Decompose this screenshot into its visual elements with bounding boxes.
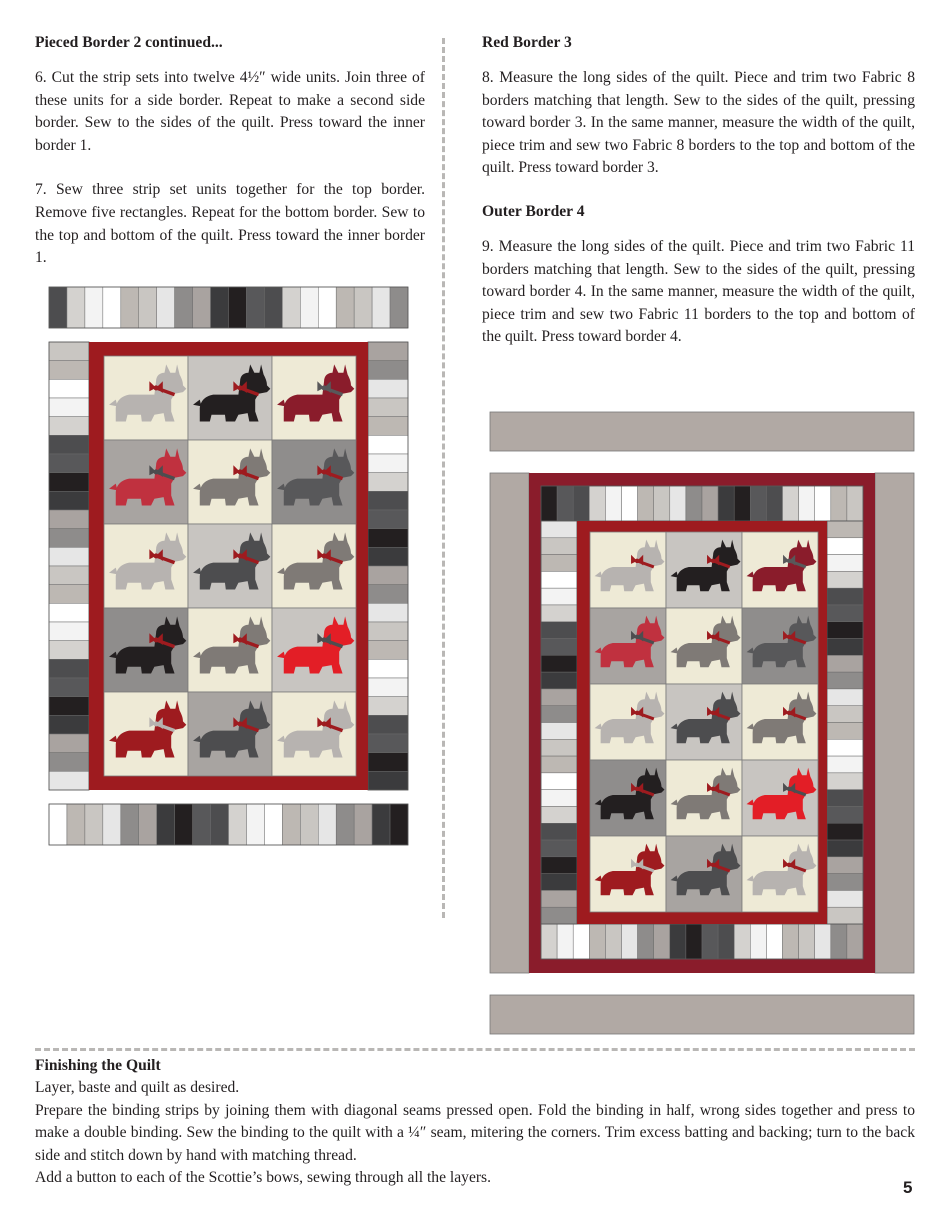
right-quilt-diagram — [490, 412, 916, 1036]
strip-piece — [750, 924, 766, 959]
strip-piece — [85, 804, 103, 845]
bow-knot — [154, 721, 159, 726]
strip-piece — [541, 706, 577, 723]
outer-border-left — [490, 473, 529, 973]
strip-piece — [368, 585, 408, 604]
strip-piece — [557, 924, 573, 959]
strip-piece — [827, 538, 863, 555]
bow-knot — [322, 385, 327, 390]
scottie-block — [742, 684, 818, 760]
strip-piece — [702, 486, 718, 521]
strip-piece — [139, 804, 157, 845]
bow-knot — [711, 787, 716, 792]
strip-piece — [827, 555, 863, 572]
strip-piece — [368, 491, 408, 510]
bow-knot — [787, 711, 792, 716]
strip-piece — [318, 804, 336, 845]
strip-piece — [49, 473, 89, 492]
strip-piece — [368, 547, 408, 566]
strip-piece — [541, 857, 577, 874]
strip-piece — [372, 804, 390, 845]
bow-knot — [154, 469, 159, 474]
left-column — [35, 32, 425, 270]
strip-piece — [827, 521, 863, 538]
scottie-block — [666, 684, 742, 760]
scottie-block — [188, 440, 272, 524]
strip-piece — [67, 804, 85, 845]
strip-piece — [541, 538, 577, 555]
strip-piece — [605, 924, 621, 959]
strip-piece — [211, 287, 229, 328]
strip-piece — [49, 641, 89, 660]
strip-piece — [827, 739, 863, 756]
bow-knot — [711, 635, 716, 640]
bow-knot — [711, 559, 716, 564]
strip-piece — [175, 804, 193, 845]
bottom-pieced-border — [49, 804, 408, 845]
strip-piece — [264, 804, 282, 845]
strip-piece — [229, 287, 247, 328]
strip-piece — [589, 924, 605, 959]
strip-piece — [734, 486, 750, 521]
strip-piece — [799, 924, 815, 959]
red-border-3-heading: Red Border 3 — [482, 34, 572, 51]
strip-piece — [766, 486, 782, 521]
scottie-block — [188, 608, 272, 692]
scottie-block — [188, 524, 272, 608]
strip-piece — [799, 486, 815, 521]
strip-piece — [300, 804, 318, 845]
strip-piece — [193, 287, 211, 328]
strip-piece — [541, 924, 557, 959]
strip-piece — [827, 823, 863, 840]
strip-piece — [175, 287, 193, 328]
strip-piece — [157, 287, 175, 328]
bow-knot — [635, 787, 640, 792]
scottie-block — [188, 356, 272, 440]
bow-knot — [238, 637, 243, 642]
strip-piece — [121, 804, 139, 845]
strip-piece — [300, 287, 318, 328]
strip-piece — [541, 840, 577, 857]
finishing-line-2: Prepare the binding strips by joining them with diagonal seams pressed open. Fold the binding in half, wrong sides together and press to make a double binding. Sew the binding to the quilt with a ¼″ seam, mitering the corners. Trim excess batting and backing; turn to the back side and stitch down by hand with matching thread. — [35, 1101, 915, 1164]
strip-piece — [49, 771, 89, 790]
strip-piece — [827, 790, 863, 807]
strip-piece — [390, 804, 408, 845]
scottie-block — [742, 532, 818, 608]
strip-piece — [827, 756, 863, 773]
strip-piece — [541, 823, 577, 840]
strip-piece — [827, 706, 863, 723]
strip-piece — [49, 659, 89, 678]
strip-piece — [831, 486, 847, 521]
strip-piece — [827, 806, 863, 823]
bow-knot — [154, 553, 159, 558]
step-8-text: 8. Measure the long sides of the quilt. Piece and trim two Fabric 8 borders matching that length. Sew to the sides of the quilt, pressing toward border 3. In the same manner, measure the width of the quilt, piece trim and sew two Fabric 8 borders to the top and bottom of the quilt. Press toward border 3. — [482, 69, 915, 177]
strip-piece — [815, 486, 831, 521]
strip-piece — [368, 715, 408, 734]
strip-piece — [541, 773, 577, 790]
strip-piece — [541, 672, 577, 689]
strip-piece — [49, 622, 89, 641]
page-number: 5 — [903, 1178, 913, 1197]
strip-piece — [318, 287, 336, 328]
strip-piece — [372, 287, 390, 328]
strip-piece — [246, 287, 264, 328]
strip-piece — [49, 603, 89, 622]
strip-piece — [827, 874, 863, 891]
strip-piece — [541, 655, 577, 672]
strip-piece — [541, 605, 577, 622]
outer-border-top — [490, 412, 914, 451]
strip-piece — [605, 486, 621, 521]
bottom-pieced-border — [541, 924, 863, 959]
strip-piece — [638, 924, 654, 959]
step-9-text: 9. Measure the long sides of the quilt. Piece and trim two Fabric 11 borders matching that length. Sew to the sides of the quilt, pressing toward border 4. In the same manner, measure the width of the quilt, piece trim and sew two Fabric 11 borders to the top and bottom of the quilt. Press toward border 4. — [482, 237, 915, 346]
strip-piece — [541, 874, 577, 891]
strip-piece — [847, 924, 863, 959]
strip-piece — [368, 379, 408, 398]
strip-piece — [368, 659, 408, 678]
top-pieced-border — [541, 486, 863, 521]
scottie-block — [590, 608, 666, 684]
strip-piece — [49, 697, 89, 716]
strip-piece — [368, 603, 408, 622]
scottie-block — [742, 760, 818, 836]
strip-piece — [541, 571, 577, 588]
strip-piece — [368, 697, 408, 716]
strip-piece — [49, 379, 89, 398]
finishing-line-3: Add a button to each of the Scottie’s bows, sewing through all the layers. — [35, 1169, 492, 1187]
scottie-block — [188, 692, 272, 776]
strip-piece — [49, 715, 89, 734]
bow-knot — [322, 553, 327, 558]
strip-piece — [827, 773, 863, 790]
strip-piece — [49, 342, 89, 361]
strip-piece — [49, 435, 89, 454]
center-blocks — [104, 356, 356, 776]
strip-piece — [686, 486, 702, 521]
strip-piece — [827, 588, 863, 605]
bow-knot — [154, 637, 159, 642]
strip-piece — [67, 287, 85, 328]
strip-piece — [827, 655, 863, 672]
finishing-line-1: Layer, baste and quilt as desired. — [35, 1079, 240, 1097]
bow-knot — [787, 787, 792, 792]
outer-border-bottom — [490, 995, 914, 1034]
strip-piece — [827, 857, 863, 874]
strip-piece — [368, 753, 408, 772]
top-pieced-border — [49, 287, 408, 328]
scottie-block — [272, 608, 356, 692]
strip-piece — [336, 287, 354, 328]
strip-piece — [541, 723, 577, 740]
scottie-block — [590, 532, 666, 608]
bow-knot — [635, 711, 640, 716]
strip-piece — [541, 521, 577, 538]
strip-piece — [390, 287, 408, 328]
strip-piece — [354, 287, 372, 328]
bow-knot — [238, 721, 243, 726]
strip-piece — [354, 804, 372, 845]
strip-piece — [49, 361, 89, 380]
strip-piece — [654, 486, 670, 521]
strip-piece — [827, 571, 863, 588]
finishing-heading: Finishing the Quilt — [35, 1057, 161, 1074]
strip-piece — [49, 510, 89, 529]
strip-piece — [121, 287, 139, 328]
strip-piece — [622, 486, 638, 521]
strip-piece — [783, 924, 799, 959]
strip-piece — [827, 840, 863, 857]
step-6-text: 6. Cut the strip sets into twelve 4½″ wide units. Join three of these units for a side border. Repeat to make a second side border. Sew to the sides of the quilt. Press toward the inner border 1. — [35, 69, 425, 154]
center-blocks — [590, 532, 818, 912]
strip-piece — [734, 924, 750, 959]
strip-piece — [557, 486, 573, 521]
strip-piece — [847, 486, 863, 521]
strip-piece — [264, 287, 282, 328]
bow-knot — [238, 469, 243, 474]
left-pieced-border — [541, 521, 577, 924]
strip-piece — [49, 491, 89, 510]
strip-piece — [541, 907, 577, 924]
strip-piece — [766, 924, 782, 959]
strip-piece — [541, 689, 577, 706]
strip-piece — [368, 454, 408, 473]
scottie-block — [272, 356, 356, 440]
outer-border-4-heading: Outer Border 4 — [482, 202, 585, 220]
strip-piece — [573, 924, 589, 959]
scottie-block — [104, 692, 188, 776]
strip-piece — [246, 804, 264, 845]
scottie-block — [272, 524, 356, 608]
strip-piece — [815, 924, 831, 959]
strip-piece — [783, 486, 799, 521]
strip-piece — [573, 486, 589, 521]
strip-piece — [368, 398, 408, 417]
outer-border-right — [875, 473, 914, 973]
strip-piece — [49, 585, 89, 604]
strip-piece — [157, 804, 175, 845]
scottie-block — [590, 760, 666, 836]
scottie-block — [104, 524, 188, 608]
scottie-block — [666, 836, 742, 912]
scottie-block — [666, 532, 742, 608]
strip-piece — [49, 734, 89, 753]
strip-piece — [49, 287, 67, 328]
bow-knot — [154, 385, 159, 390]
strip-piece — [49, 678, 89, 697]
strip-piece — [49, 454, 89, 473]
strip-piece — [368, 566, 408, 585]
strip-piece — [827, 622, 863, 639]
bow-knot — [238, 385, 243, 390]
strip-piece — [368, 361, 408, 380]
strip-piece — [686, 924, 702, 959]
strip-piece — [282, 804, 300, 845]
strip-piece — [718, 486, 734, 521]
bow-knot — [787, 559, 792, 564]
strip-piece — [827, 689, 863, 706]
strip-piece — [368, 435, 408, 454]
scottie-block — [104, 356, 188, 440]
strip-piece — [827, 723, 863, 740]
strip-piece — [368, 342, 408, 361]
strip-piece — [368, 510, 408, 529]
strip-piece — [49, 804, 67, 845]
strip-piece — [541, 639, 577, 656]
strip-piece — [211, 804, 229, 845]
bow-knot — [711, 711, 716, 716]
strip-piece — [750, 486, 766, 521]
right-pieced-border — [368, 342, 408, 790]
step-7-text: 7. Sew three strip set units together for the top border. Remove five rectangles. Repeat for the bottom border. Sew to the top and bottom of the quilt. Press toward the inner border 1. — [35, 181, 425, 267]
left-pieced-border — [49, 342, 89, 790]
strip-piece — [831, 924, 847, 959]
strip-piece — [49, 398, 89, 417]
strip-piece — [368, 641, 408, 660]
strip-piece — [622, 924, 638, 959]
bow-knot — [787, 635, 792, 640]
bow-knot — [635, 559, 640, 564]
strip-piece — [827, 907, 863, 924]
strip-piece — [368, 678, 408, 697]
right-pieced-border — [827, 521, 863, 924]
scottie-block — [590, 684, 666, 760]
scottie-block — [104, 440, 188, 524]
strip-piece — [368, 529, 408, 548]
strip-piece — [103, 804, 121, 845]
strip-piece — [85, 287, 103, 328]
bow-knot — [322, 721, 327, 726]
scottie-block — [272, 440, 356, 524]
bow-knot — [322, 469, 327, 474]
strip-piece — [282, 287, 300, 328]
strip-piece — [827, 672, 863, 689]
strip-piece — [654, 924, 670, 959]
bow-knot — [322, 637, 327, 642]
bow-knot — [635, 863, 640, 868]
right-column — [482, 32, 915, 349]
strip-piece — [49, 547, 89, 566]
strip-piece — [541, 486, 557, 521]
scottie-block — [104, 608, 188, 692]
strip-piece — [541, 890, 577, 907]
strip-piece — [49, 753, 89, 772]
scottie-block — [590, 836, 666, 912]
strip-piece — [368, 622, 408, 641]
strip-piece — [702, 924, 718, 959]
bow-knot — [238, 553, 243, 558]
strip-piece — [541, 756, 577, 773]
section-divider — [35, 1048, 915, 1051]
strip-piece — [541, 739, 577, 756]
strip-piece — [49, 566, 89, 585]
strip-piece — [139, 287, 157, 328]
strip-piece — [541, 588, 577, 605]
strip-piece — [368, 734, 408, 753]
scottie-block — [272, 692, 356, 776]
strip-piece — [368, 417, 408, 436]
scottie-block — [666, 760, 742, 836]
strip-piece — [589, 486, 605, 521]
strip-piece — [49, 417, 89, 436]
bow-knot — [711, 863, 716, 868]
strip-piece — [541, 806, 577, 823]
scottie-block — [742, 836, 818, 912]
strip-piece — [541, 622, 577, 639]
strip-piece — [638, 486, 654, 521]
strip-piece — [541, 790, 577, 807]
strip-piece — [827, 605, 863, 622]
strip-piece — [368, 771, 408, 790]
left-quilt-diagram — [49, 287, 409, 847]
scottie-block — [666, 608, 742, 684]
strip-piece — [670, 924, 686, 959]
strip-piece — [49, 529, 89, 548]
strip-piece — [827, 639, 863, 656]
strip-piece — [336, 804, 354, 845]
strip-piece — [193, 804, 211, 845]
strip-piece — [541, 555, 577, 572]
strip-piece — [670, 486, 686, 521]
strip-piece — [718, 924, 734, 959]
strip-piece — [229, 804, 247, 845]
finishing-section — [35, 1055, 915, 1189]
strip-piece — [827, 890, 863, 907]
scottie-block — [742, 608, 818, 684]
bow-knot — [787, 863, 792, 868]
bow-knot — [635, 635, 640, 640]
column-divider — [442, 38, 445, 918]
pieced-border-2-heading: Pieced Border 2 continued... — [35, 34, 223, 51]
strip-piece — [103, 287, 121, 328]
strip-piece — [368, 473, 408, 492]
